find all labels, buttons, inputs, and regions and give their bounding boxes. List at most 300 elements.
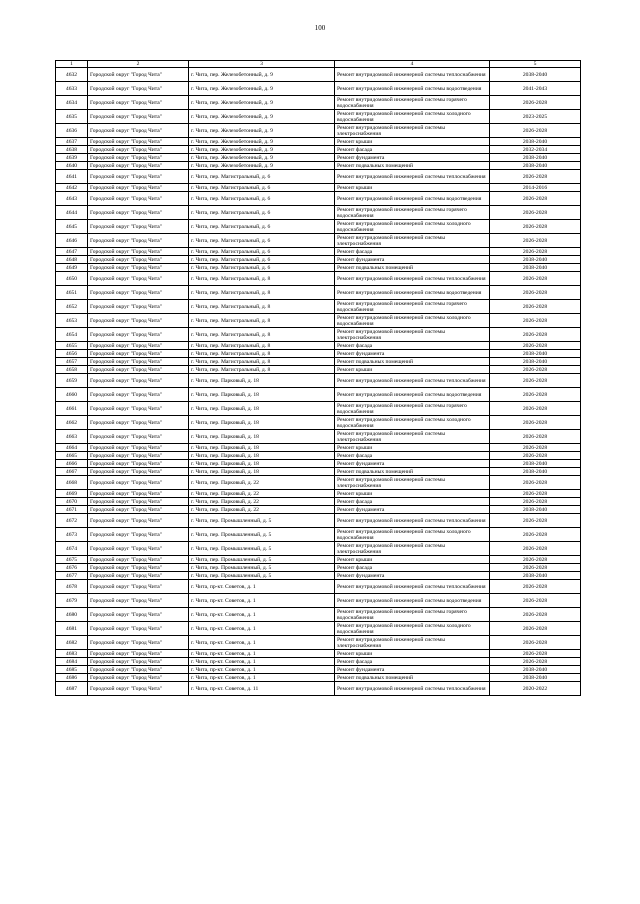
period-cell: 2026-2028 — [490, 342, 581, 350]
table-row — [56, 622, 581, 636]
municipality-cell: Городской округ "Город Чита" — [88, 542, 189, 556]
table-row — [56, 366, 581, 374]
row-number-cell: 4686 — [56, 674, 88, 682]
work-type-cell: Ремонт крыши — [335, 490, 490, 498]
row-number-cell: 4661 — [56, 402, 88, 416]
work-type-cell: Ремонт фасада — [335, 498, 490, 506]
municipality-cell: Городской округ "Город Чита" — [88, 580, 189, 594]
period-cell: 2026-2028 — [490, 452, 581, 460]
municipality-cell: Городской округ "Город Чита" — [88, 358, 189, 366]
address-cell: г. Чита, пер. Магистральный, д. 6 — [189, 248, 335, 256]
row-number-cell: 4641 — [56, 170, 88, 184]
row-number-cell: 4659 — [56, 374, 88, 388]
municipality-cell: Городской округ "Город Чита" — [88, 608, 189, 622]
work-type-cell: Ремонт внутридомовой инженерной системы горячего водоснабжения — [335, 206, 490, 220]
table-row — [56, 556, 581, 564]
page-number: 100 — [314, 24, 326, 32]
header-cell: 1 — [56, 61, 88, 68]
municipality-cell: Городской округ "Город Чита" — [88, 154, 189, 162]
work-type-cell: Ремонт крыши — [335, 444, 490, 452]
municipality-cell: Городской округ "Город Чита" — [88, 68, 189, 82]
work-type-cell: Ремонт фасада — [335, 564, 490, 572]
work-type-cell: Ремонт фундамента — [335, 154, 490, 162]
row-number-cell: 4649 — [56, 264, 88, 272]
row-number-cell: 4643 — [56, 192, 88, 206]
work-type-cell: Ремонт подвальных помещений — [335, 674, 490, 682]
row-number-cell: 4681 — [56, 622, 88, 636]
period-cell: 2026-2028 — [490, 498, 581, 506]
period-cell: 2026-2028 — [490, 658, 581, 666]
work-type-cell: Ремонт внутридомовой инженерной системы водоотведения — [335, 594, 490, 608]
row-number-cell: 4672 — [56, 514, 88, 528]
work-type-cell: Ремонт внутридомовой инженерной системы электроснабжения — [335, 124, 490, 138]
period-cell: 2038-2040 — [490, 468, 581, 476]
row-number-cell: 4634 — [56, 96, 88, 110]
header-cell: 3 — [189, 61, 335, 68]
work-type-cell: Ремонт подвальных помещений — [335, 468, 490, 476]
row-number-cell: 4637 — [56, 138, 88, 146]
municipality-cell: Городской округ "Город Чита" — [88, 528, 189, 542]
work-type-cell: Ремонт подвальных помещений — [335, 162, 490, 170]
work-type-cell: Ремонт внутридомовой инженерной системы электроснабжения — [335, 234, 490, 248]
period-cell: 2026-2028 — [490, 314, 581, 328]
row-number-cell: 4646 — [56, 234, 88, 248]
row-number-cell: 4673 — [56, 528, 88, 542]
period-cell: 2038-2040 — [490, 460, 581, 468]
row-number-cell: 4662 — [56, 416, 88, 430]
address-cell: г. Чита, пер. Магистральный, д. 8 — [189, 358, 335, 366]
address-cell: г. Чита, пер. Железобетонный, д. 9 — [189, 138, 335, 146]
table-row — [56, 658, 581, 666]
address-cell: г. Чита, пер. Магистральный, д. 6 — [189, 264, 335, 272]
work-type-cell: Ремонт фундамента — [335, 256, 490, 264]
table-row — [56, 452, 581, 460]
row-number-cell: 4640 — [56, 162, 88, 170]
work-type-cell: Ремонт подвальных помещений — [335, 264, 490, 272]
work-type-cell: Ремонт внутридомовой инженерной системы холодного водоснабжения — [335, 220, 490, 234]
work-type-cell: Ремонт внутридомовой инженерной системы холодного водоснабжения — [335, 528, 490, 542]
row-number-cell: 4645 — [56, 220, 88, 234]
municipality-cell: Городской округ "Город Чита" — [88, 556, 189, 564]
row-number-cell: 4670 — [56, 498, 88, 506]
table-row — [56, 154, 581, 162]
row-number-cell: 4642 — [56, 184, 88, 192]
table-row — [56, 490, 581, 498]
address-cell: г. Чита, пр-кт. Советов, д. 11 — [189, 682, 335, 696]
work-type-cell: Ремонт фасада — [335, 248, 490, 256]
municipality-cell: Городской округ "Город Чита" — [88, 636, 189, 650]
table-row — [56, 124, 581, 138]
table-row — [56, 416, 581, 430]
table-row — [56, 162, 581, 170]
municipality-cell: Городской округ "Город Чита" — [88, 650, 189, 658]
address-cell: г. Чита, пер. Магистральный, д. 8 — [189, 342, 335, 350]
address-cell: г. Чита, пер. Промышленный, д. 5 — [189, 564, 335, 572]
row-number-cell: 4666 — [56, 460, 88, 468]
period-cell: 2026-2028 — [490, 366, 581, 374]
period-cell: 2026-2028 — [490, 490, 581, 498]
table-row — [56, 82, 581, 96]
header-cell: 2 — [88, 61, 189, 68]
municipality-cell: Городской округ "Город Чита" — [88, 498, 189, 506]
table-row — [56, 68, 581, 82]
municipality-cell: Городской округ "Город Чита" — [88, 220, 189, 234]
municipality-cell: Городской округ "Город Чита" — [88, 388, 189, 402]
address-cell: г. Чита, пер. Железобетонный, д. 9 — [189, 154, 335, 162]
table-row — [56, 138, 581, 146]
address-cell: г. Чита, пер. Парковый, д. 22 — [189, 506, 335, 514]
address-cell: г. Чита, пер. Железобетонный, д. 9 — [189, 162, 335, 170]
table-row — [56, 170, 581, 184]
period-cell: 2026-2028 — [490, 556, 581, 564]
table-row — [56, 682, 581, 696]
row-number-cell: 4682 — [56, 636, 88, 650]
address-cell: г. Чита, пер. Промышленный, д. 5 — [189, 542, 335, 556]
row-number-cell: 4665 — [56, 452, 88, 460]
work-type-cell: Ремонт внутридомовой инженерной системы водоотведения — [335, 286, 490, 300]
table-row — [56, 300, 581, 314]
work-type-cell: Ремонт внутридомовой инженерной системы горячего водоснабжения — [335, 608, 490, 622]
municipality-cell: Городской округ "Город Чита" — [88, 402, 189, 416]
address-cell: г. Чита, пер. Промышленный, д. 5 — [189, 514, 335, 528]
period-cell: 2038-2040 — [490, 162, 581, 170]
row-number-cell: 4664 — [56, 444, 88, 452]
period-cell: 2038-2040 — [490, 264, 581, 272]
municipality-cell: Городской округ "Город Чита" — [88, 124, 189, 138]
table-row — [56, 96, 581, 110]
period-cell: 2026-2028 — [490, 580, 581, 594]
period-cell: 2038-2040 — [490, 572, 581, 580]
table-row — [56, 564, 581, 572]
row-number-cell: 4654 — [56, 328, 88, 342]
address-cell: г. Чита, пер. Парковый, д. 18 — [189, 468, 335, 476]
address-cell: г. Чита, пер. Железобетонный, д. 9 — [189, 146, 335, 154]
row-number-cell: 4679 — [56, 594, 88, 608]
table-row — [56, 350, 581, 358]
address-cell: г. Чита, пер. Железобетонный, д. 9 — [189, 68, 335, 82]
municipality-cell: Городской округ "Город Чита" — [88, 96, 189, 110]
municipality-cell: Городской округ "Город Чита" — [88, 416, 189, 430]
row-number-cell: 4655 — [56, 342, 88, 350]
table-row — [56, 476, 581, 490]
address-cell: г. Чита, пер. Магистральный, д. 8 — [189, 350, 335, 358]
municipality-cell: Городской округ "Город Чита" — [88, 300, 189, 314]
period-cell: 2020-2022 — [490, 682, 581, 696]
period-cell: 2038-2040 — [490, 138, 581, 146]
row-number-cell: 4652 — [56, 300, 88, 314]
work-type-cell: Ремонт внутридомовой инженерной системы теплоснабжения — [335, 170, 490, 184]
municipality-cell: Городской округ "Город Чита" — [88, 342, 189, 350]
table-row — [56, 506, 581, 514]
municipality-cell: Городской округ "Город Чита" — [88, 572, 189, 580]
table-row — [56, 468, 581, 476]
period-cell: 2026-2028 — [490, 622, 581, 636]
work-type-cell: Ремонт фундамента — [335, 506, 490, 514]
table-row — [56, 256, 581, 264]
table-row — [56, 650, 581, 658]
row-number-cell: 4683 — [56, 650, 88, 658]
table-row — [56, 342, 581, 350]
work-type-cell: Ремонт крыши — [335, 138, 490, 146]
address-cell: г. Чита, пр-кт. Советов, д. 1 — [189, 608, 335, 622]
work-type-cell: Ремонт внутридомовой инженерной системы электроснабжения — [335, 476, 490, 490]
work-type-cell: Ремонт подвальных помещений — [335, 358, 490, 366]
address-cell: г. Чита, пер. Парковый, д. 18 — [189, 388, 335, 402]
period-cell: 2026-2028 — [490, 430, 581, 444]
period-cell: 2026-2028 — [490, 594, 581, 608]
period-cell: 2014-2016 — [490, 184, 581, 192]
municipality-cell: Городской округ "Город Чита" — [88, 476, 189, 490]
capital-repair-table — [55, 60, 581, 696]
period-cell: 2026-2028 — [490, 300, 581, 314]
period-cell: 2026-2028 — [490, 636, 581, 650]
address-cell: г. Чита, пер. Магистральный, д. 8 — [189, 328, 335, 342]
municipality-cell: Городской округ "Город Чита" — [88, 468, 189, 476]
period-cell: 2026-2028 — [490, 206, 581, 220]
municipality-cell: Городской округ "Город Чита" — [88, 162, 189, 170]
municipality-cell: Городской округ "Город Чита" — [88, 248, 189, 256]
header-cell: 5 — [490, 61, 581, 68]
period-cell: 2026-2028 — [490, 286, 581, 300]
period-cell: 2026-2028 — [490, 608, 581, 622]
address-cell: г. Чита, пер. Магистральный, д. 8 — [189, 314, 335, 328]
header-cell: 4 — [335, 61, 490, 68]
address-cell: г. Чита, пр-кт. Советов, д. 1 — [189, 636, 335, 650]
address-cell: г. Чита, пер. Магистральный, д. 8 — [189, 272, 335, 286]
row-number-cell: 4677 — [56, 572, 88, 580]
row-number-cell: 4635 — [56, 110, 88, 124]
municipality-cell: Городской округ "Город Чита" — [88, 286, 189, 300]
period-cell: 2026-2028 — [490, 402, 581, 416]
municipality-cell: Городской округ "Город Чита" — [88, 138, 189, 146]
address-cell: г. Чита, пр-кт. Советов, д. 1 — [189, 658, 335, 666]
period-cell: 2026-2028 — [490, 476, 581, 490]
work-type-cell: Ремонт фасада — [335, 658, 490, 666]
table-row — [56, 206, 581, 220]
table-row — [56, 264, 581, 272]
address-cell: г. Чита, пер. Парковый, д. 22 — [189, 476, 335, 490]
table-row — [56, 528, 581, 542]
municipality-cell: Городской округ "Город Чита" — [88, 350, 189, 358]
address-cell: г. Чита, пер. Железобетонный, д. 9 — [189, 110, 335, 124]
row-number-cell: 4658 — [56, 366, 88, 374]
row-number-cell: 4671 — [56, 506, 88, 514]
municipality-cell: Городской округ "Город Чита" — [88, 146, 189, 154]
municipality-cell: Городской округ "Город Чита" — [88, 264, 189, 272]
work-type-cell: Ремонт внутридомовой инженерной системы горячего водоснабжения — [335, 402, 490, 416]
municipality-cell: Городской округ "Город Чита" — [88, 490, 189, 498]
table-row — [56, 444, 581, 452]
work-type-cell: Ремонт внутридомовой инженерной системы теплоснабжения — [335, 580, 490, 594]
header-row — [56, 61, 581, 68]
work-type-cell: Ремонт внутридомовой инженерной системы холодного водоснабжения — [335, 622, 490, 636]
municipality-cell: Городской округ "Город Чита" — [88, 256, 189, 264]
row-number-cell: 4644 — [56, 206, 88, 220]
address-cell: г. Чита, пер. Магистральный, д. 6 — [189, 220, 335, 234]
table-row — [56, 286, 581, 300]
address-cell: г. Чита, пер. Парковый, д. 18 — [189, 402, 335, 416]
table-row — [56, 234, 581, 248]
address-cell: г. Чита, пер. Парковый, д. 18 — [189, 374, 335, 388]
row-number-cell: 4656 — [56, 350, 88, 358]
work-type-cell: Ремонт внутридомовой инженерной системы водоотведения — [335, 192, 490, 206]
period-cell: 2026-2028 — [490, 528, 581, 542]
municipality-cell: Городской округ "Город Чита" — [88, 622, 189, 636]
period-cell: 2026-2028 — [490, 234, 581, 248]
table-row — [56, 572, 581, 580]
period-cell: 2026-2028 — [490, 192, 581, 206]
work-type-cell: Ремонт внутридомовой инженерной системы теплоснабжения — [335, 374, 490, 388]
period-cell: 2026-2028 — [490, 564, 581, 572]
work-type-cell: Ремонт фундамента — [335, 666, 490, 674]
municipality-cell: Городской округ "Город Чита" — [88, 82, 189, 96]
table-row — [56, 110, 581, 124]
municipality-cell: Городской округ "Город Чита" — [88, 192, 189, 206]
period-cell: 2038-2040 — [490, 666, 581, 674]
period-cell: 2032-2034 — [490, 146, 581, 154]
table-row — [56, 580, 581, 594]
municipality-cell: Городской округ "Город Чита" — [88, 184, 189, 192]
work-type-cell: Ремонт крыши — [335, 366, 490, 374]
work-type-cell: Ремонт внутридомовой инженерной системы теплоснабжения — [335, 272, 490, 286]
table-row — [56, 402, 581, 416]
table-row — [56, 498, 581, 506]
address-cell: г. Чита, пр-кт. Советов, д. 1 — [189, 580, 335, 594]
address-cell: г. Чита, пер. Магистральный, д. 8 — [189, 366, 335, 374]
work-type-cell: Ремонт внутридомовой инженерной системы теплоснабжения — [335, 514, 490, 528]
row-number-cell: 4660 — [56, 388, 88, 402]
work-type-cell: Ремонт фундамента — [335, 350, 490, 358]
period-cell: 2026-2028 — [490, 248, 581, 256]
work-type-cell: Ремонт внутридомовой инженерной системы горячего водоснабжения — [335, 96, 490, 110]
table-row — [56, 374, 581, 388]
municipality-cell: Городской округ "Город Чита" — [88, 430, 189, 444]
period-cell: 2026-2028 — [490, 170, 581, 184]
address-cell: г. Чита, пер. Парковый, д. 22 — [189, 490, 335, 498]
address-cell: г. Чита, пер. Парковый, д. 22 — [189, 498, 335, 506]
period-cell: 2026-2028 — [490, 542, 581, 556]
municipality-cell: Городской округ "Город Чита" — [88, 328, 189, 342]
period-cell: 2038-2040 — [490, 358, 581, 366]
table-row — [56, 328, 581, 342]
period-cell: 2026-2028 — [490, 444, 581, 452]
address-cell: г. Чита, пр-кт. Советов, д. 1 — [189, 650, 335, 658]
row-number-cell: 4675 — [56, 556, 88, 564]
period-cell: 2038-2040 — [490, 506, 581, 514]
work-type-cell: Ремонт внутридомовой инженерной системы электроснабжения — [335, 636, 490, 650]
row-number-cell: 4632 — [56, 68, 88, 82]
table-row — [56, 272, 581, 286]
municipality-cell: Городской округ "Город Чита" — [88, 234, 189, 248]
row-number-cell: 4636 — [56, 124, 88, 138]
municipality-cell: Городской округ "Город Чита" — [88, 514, 189, 528]
address-cell: г. Чита, пер. Промышленный, д. 5 — [189, 528, 335, 542]
row-number-cell: 4639 — [56, 154, 88, 162]
row-number-cell: 4647 — [56, 248, 88, 256]
row-number-cell: 4650 — [56, 272, 88, 286]
table-row — [56, 358, 581, 366]
row-number-cell: 4676 — [56, 564, 88, 572]
period-cell: 2026-2028 — [490, 220, 581, 234]
municipality-cell: Городской округ "Город Чита" — [88, 506, 189, 514]
work-type-cell: Ремонт фундамента — [335, 572, 490, 580]
period-cell: 2026-2028 — [490, 328, 581, 342]
table-row — [56, 666, 581, 674]
period-cell: 2038-2040 — [490, 674, 581, 682]
row-number-cell: 4684 — [56, 658, 88, 666]
table-row — [56, 460, 581, 468]
address-cell: г. Чита, пер. Магистральный, д. 6 — [189, 256, 335, 264]
municipality-cell: Городской округ "Город Чита" — [88, 682, 189, 696]
table-row — [56, 314, 581, 328]
work-type-cell: Ремонт крыши — [335, 650, 490, 658]
row-number-cell: 4687 — [56, 682, 88, 696]
work-type-cell: Ремонт фасада — [335, 452, 490, 460]
work-type-cell: Ремонт крыши — [335, 184, 490, 192]
municipality-cell: Городской округ "Город Чита" — [88, 366, 189, 374]
address-cell: г. Чита, пер. Промышленный, д. 5 — [189, 556, 335, 564]
table-row — [56, 608, 581, 622]
work-type-cell: Ремонт внутридомовой инженерной системы электроснабжения — [335, 542, 490, 556]
address-cell: г. Чита, пр-кт. Советов, д. 1 — [189, 622, 335, 636]
work-type-cell: Ремонт фасада — [335, 342, 490, 350]
work-type-cell: Ремонт внутридомовой инженерной системы теплоснабжения — [335, 68, 490, 82]
municipality-cell: Городской округ "Город Чита" — [88, 658, 189, 666]
municipality-cell: Городской округ "Город Чита" — [88, 564, 189, 572]
work-type-cell: Ремонт внутридомовой инженерной системы электроснабжения — [335, 430, 490, 444]
work-type-cell: Ремонт крыши — [335, 556, 490, 564]
municipality-cell: Городской округ "Город Чита" — [88, 272, 189, 286]
work-type-cell: Ремонт внутридомовой инженерной системы электроснабжения — [335, 328, 490, 342]
row-number-cell: 4685 — [56, 666, 88, 674]
row-number-cell: 4648 — [56, 256, 88, 264]
address-cell: г. Чита, пер. Железобетонный, д. 9 — [189, 96, 335, 110]
municipality-cell: Городской округ "Город Чита" — [88, 666, 189, 674]
table-row — [56, 146, 581, 154]
row-number-cell: 4668 — [56, 476, 88, 490]
table-row — [56, 184, 581, 192]
table-row — [56, 674, 581, 682]
address-cell: г. Чита, пер. Парковый, д. 18 — [189, 416, 335, 430]
period-cell: 2026-2028 — [490, 124, 581, 138]
address-cell: г. Чита, пр-кт. Советов, д. 1 — [189, 594, 335, 608]
row-number-cell: 4651 — [56, 286, 88, 300]
address-cell: г. Чита, пер. Железобетонный, д. 9 — [189, 82, 335, 96]
period-cell: 2038-2040 — [490, 68, 581, 82]
period-cell: 2038-2040 — [490, 154, 581, 162]
address-cell: г. Чита, пр-кт. Советов, д. 1 — [189, 666, 335, 674]
row-number-cell: 4678 — [56, 580, 88, 594]
address-cell: г. Чита, пер. Магистральный, д. 6 — [189, 234, 335, 248]
work-type-cell: Ремонт внутридомовой инженерной системы водоотведения — [335, 82, 490, 96]
table-row — [56, 514, 581, 528]
address-cell: г. Чита, пер. Магистральный, д. 6 — [189, 170, 335, 184]
work-type-cell: Ремонт внутридомовой инженерной системы холодного водоснабжения — [335, 314, 490, 328]
work-type-cell: Ремонт внутридомовой инженерной системы холодного водоснабжения — [335, 416, 490, 430]
address-cell: г. Чита, пер. Промышленный, д. 5 — [189, 572, 335, 580]
table-row — [56, 192, 581, 206]
address-cell: г. Чита, пер. Магистральный, д. 8 — [189, 300, 335, 314]
period-cell: 2023-2025 — [490, 110, 581, 124]
table-row — [56, 220, 581, 234]
row-number-cell: 4663 — [56, 430, 88, 444]
table-row — [56, 636, 581, 650]
address-cell: г. Чита, пер. Железобетонный, д. 9 — [189, 124, 335, 138]
period-cell: 2026-2028 — [490, 374, 581, 388]
period-cell: 2038-2040 — [490, 350, 581, 358]
row-number-cell: 4653 — [56, 314, 88, 328]
municipality-cell: Городской округ "Город Чита" — [88, 444, 189, 452]
